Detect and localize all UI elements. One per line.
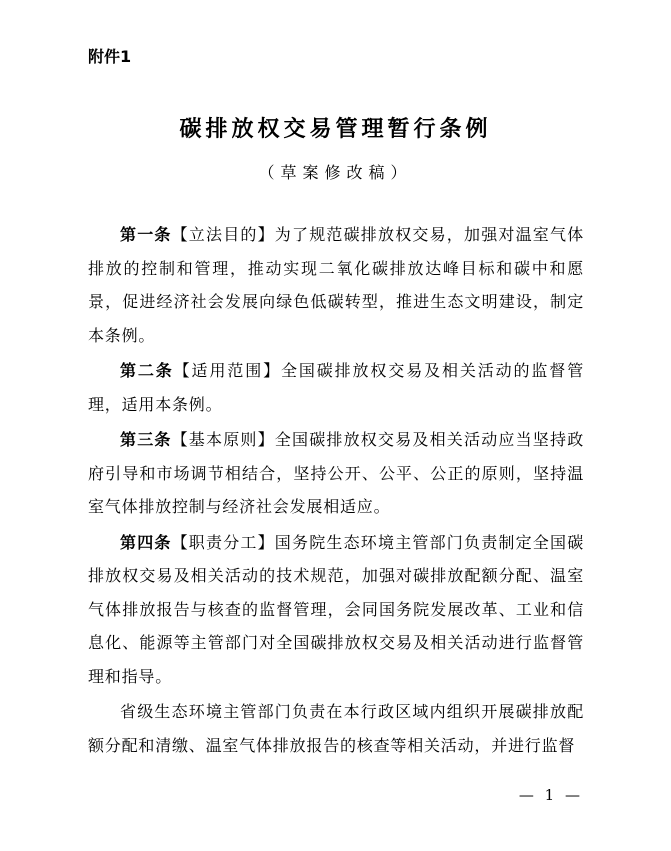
article-4-continuation: 省级生态环境主管部门负责在本行政区域内组织开展碳排放配额分配和清缴、温室气体排放报告的核查等相关活动，并进行监督	[88, 702, 584, 755]
document-title: 碳排放权交易管理暂行条例	[179, 117, 492, 142]
article-1-heading: 第一条	[120, 225, 172, 244]
article-1	[88, 218, 584, 352]
article-1-text: 【立法目的】为了规范碳排放权交易，加强对温室气体排放的控制和管理，推动实现二氧化碳排放达峰目标和碳中和愿景，促进经济社会发展向绿色低碳转型，推进生态文明建设，制定本条例。	[88, 225, 585, 345]
document-subtitle: （草案修改稿）	[258, 163, 413, 182]
article-4-text: 【职责分工】国务院生态环境主管部门负责制定全国碳排放权交易及相关活动的技术规范，加强对碳排放配额分配、温室气体排放报告与核查的监督管理，会同国务院发展改革、工业和信息化、能源等主管部门对全国碳排放权交易及相关活动进行监督管理和指导。	[88, 532, 585, 686]
article-3-heading: 第三条	[120, 430, 172, 449]
article-2-heading: 第二条	[120, 361, 174, 380]
page-number: — 1 —	[518, 786, 583, 804]
article-4-heading: 第四条	[120, 532, 172, 552]
article-4	[88, 526, 584, 694]
article-2-text: 【适用范围】全国碳排放权交易及相关活动的监督管理，适用本条例。	[88, 361, 584, 414]
attachment-label: 附件1	[88, 47, 132, 66]
article-2	[88, 354, 584, 421]
article-3-text: 【基本原则】全国碳排放权交易及相关活动应当坚持政府引导和市场调节相结合，坚持公开、公平、公正的原则，坚持温室气体排放控制与经济社会发展相适应。	[88, 430, 585, 516]
document-body	[88, 218, 584, 764]
article-3	[88, 423, 584, 524]
